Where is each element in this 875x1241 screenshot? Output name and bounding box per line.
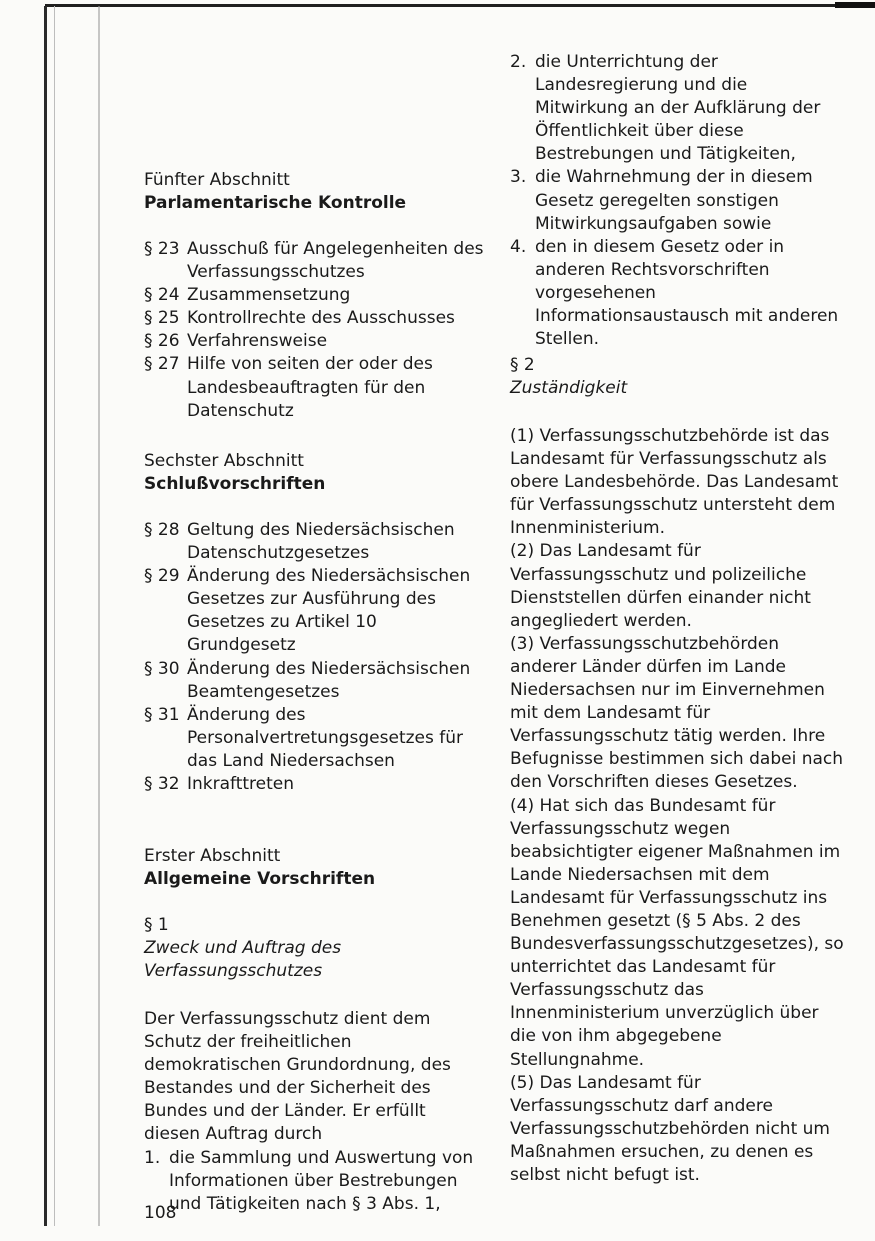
toc-number: § 26 <box>144 331 180 352</box>
item-text: den in diesem Gesetz oder in anderen Rechtsvorschriften vorgesehenen Informationsaustausch mit anderen Stellen. <box>535 236 839 350</box>
toc-text: Geltung des Niedersächsischen Datenschutzgesetzes <box>187 520 455 564</box>
item-number: 3. <box>510 167 527 188</box>
toc-text: Ausschuß für Angelegenheiten des Verfassungsschutzes <box>187 239 484 283</box>
toc-number: § 25 <box>144 308 180 329</box>
list-item <box>510 51 845 166</box>
toc-row <box>144 238 484 284</box>
toc-text: Zusammensetzung <box>187 285 351 306</box>
toc-row <box>144 773 484 796</box>
toc-row <box>144 307 484 330</box>
list-item <box>510 236 845 351</box>
toc-row <box>144 658 484 704</box>
section-5-toc <box>144 238 484 423</box>
toc-number: § 31 <box>144 704 180 725</box>
toc-number: § 30 <box>144 658 180 679</box>
toc-text: Hilfe von seiten der oder des Landesbeauftragten für den Datenschutz <box>187 354 433 421</box>
section-5-header <box>144 169 484 215</box>
section-1-header <box>144 845 484 891</box>
paragraph-intro: Der Verfassungsschutz dient dem Schutz der freiheitlichen demokratischen Grundordnung, des Bestandes und der Sicherheit des Bundes und der Länder. Er erfüllt diesen Auftrag durch <box>144 1009 451 1145</box>
page-top-edge-mark <box>835 2 875 8</box>
section-heading: Erster Abschnitt <box>144 846 281 866</box>
paragraph-2-header <box>510 354 845 400</box>
toc-row <box>144 330 484 353</box>
toc-row <box>144 284 484 307</box>
paragraph-title: Zweck und Auftrag des Verfassungsschutzes <box>144 938 342 982</box>
list-item <box>144 1147 479 1216</box>
toc-row <box>144 519 484 565</box>
fold-line <box>98 6 100 1226</box>
toc-row <box>144 704 484 773</box>
paragraph-number: § 1 <box>144 915 169 935</box>
binding-edge <box>44 6 47 1226</box>
item-number: 4. <box>510 236 527 257</box>
binding-shadow <box>54 6 55 1226</box>
paragraph-title: Zuständigkeit <box>510 378 628 399</box>
page-top-edge <box>45 4 875 7</box>
toc-row <box>144 565 484 657</box>
section-heading: Fünfter Abschnitt <box>144 170 290 190</box>
item-number: 1. <box>144 1147 161 1168</box>
toc-text: Inkrafttreten <box>187 774 295 795</box>
section-heading: Sechster Abschnitt <box>144 451 304 471</box>
toc-number: § 23 <box>144 239 180 259</box>
section-title: Schlußvorschriften <box>144 474 326 495</box>
list-continuation <box>510 51 845 351</box>
toc-number: § 29 <box>144 566 180 587</box>
paragraph-abs-2: (2) Das Landesamt für Verfassungsschutz und polizeiliche Dienststellen dürfen einander nicht angegliedert werden. <box>510 541 811 631</box>
paragraph-abs-1: (1) Verfassungsschutzbehörde ist das Landesamt für Verfassungsschutz als obere Landesbehörde. Das Landesamt für Verfassungsschutz untersteht dem Innenministerium. <box>510 426 839 539</box>
item-number: 2. <box>510 52 527 72</box>
toc-text: Änderung des Niedersächsischen Gesetzes zur Ausführung des Gesetzes zu Artikel 10 Grundgesetz <box>187 566 471 656</box>
toc-row <box>144 353 484 422</box>
toc-text: Verfahrensweise <box>187 331 328 352</box>
paragraph-1-body <box>144 1008 479 1216</box>
toc-text: Änderung des Niedersächsischen Beamtengesetzes <box>187 658 471 702</box>
toc-number: § 32 <box>144 774 180 795</box>
toc-number: § 27 <box>144 354 180 375</box>
toc-text: Kontrollrechte des Ausschusses <box>187 308 455 329</box>
paragraph-number: § 2 <box>510 355 535 375</box>
paragraph-abs-3: (3) Verfassungsschutzbehörden anderer Länder dürfen im Lande Niedersachsen nur im Einvernehmen mit dem Landesamt für Verfassungsschutz tätig werden. Ihre Befugnisse bestimmen sich dabei nach den Vorschriften dieses Gesetzes. <box>510 633 844 793</box>
section-title: Parlamentarische Kontrolle <box>144 193 407 214</box>
page-number: 108 <box>144 1203 177 1223</box>
paragraph-abs-5: (5) Das Landesamt für Verfassungsschutz darf andere Verfassungsschutzbehörden nicht um Maßnahmen ersuchen, zu denen es selbst nicht befugt ist. <box>510 1072 830 1185</box>
section-6-header <box>144 450 484 496</box>
list-item <box>510 166 845 235</box>
item-text: die Unterrichtung der Landesregierung und die Mitwirkung an der Aufklärung der Öffentlichkeit über diese Bestrebungen und Tätigkeiten, <box>535 52 821 165</box>
item-text: die Wahrnehmung der in diesem Gesetz geregelten sonstigen Mitwirkungsaufgaben sowie <box>535 167 813 234</box>
paragraph-2-body <box>510 425 848 1187</box>
item-text: die Sammlung und Auswertung von Informationen über Bestrebungen und Tätigkeiten nach § 3 Abs. 1, <box>169 1147 474 1214</box>
paragraph-1-header <box>144 914 464 983</box>
paragraph-abs-4: (4) Hat sich das Bundesamt für Verfassungsschutz wegen beabsichtigter eigener Maßnahmen im Lande Niedersachsen mit dem Landesamt für Verfassungsschutz ins Benehmen gesetzt (§ 5 Abs. 2 des Bundesverfassungsschutzgesetzes), so unterrichtet das Landesamt für Verfassungsschutz das Innenministerium unverzüglich über die von ihm abgegebene Stellungnahme. <box>510 795 844 1070</box>
toc-text: Änderung des Personalvertretungsgesetzes für das Land Niedersachsen <box>187 704 464 771</box>
toc-number: § 24 <box>144 285 180 306</box>
section-6-toc <box>144 519 484 796</box>
toc-number: § 28 <box>144 520 180 540</box>
section-title: Allgemeine Vorschriften <box>144 869 376 890</box>
